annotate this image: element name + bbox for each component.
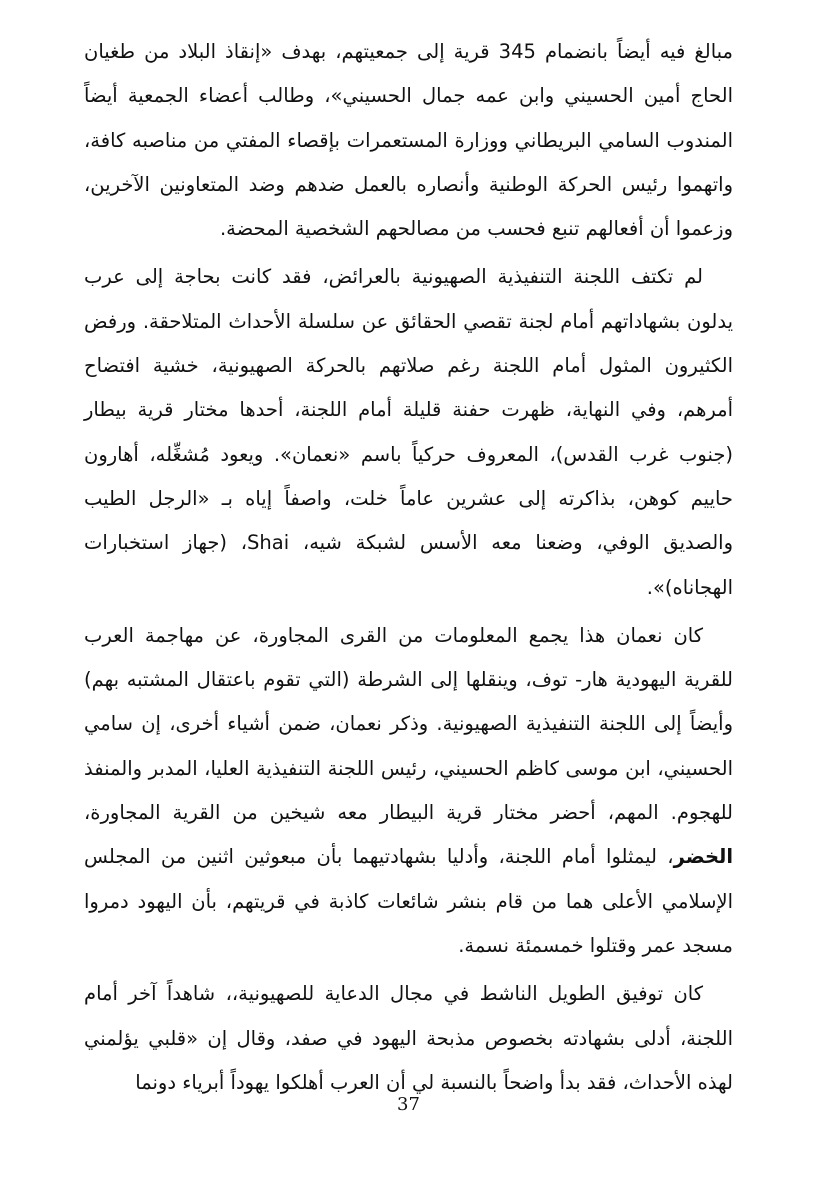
paragraph-1-text: مبالغ فيه أيضاً بانضمام 345 قرية إلى جمعيتهم، بهدف «إنقاذ البلاد من طغيان الحاج أمين الحسيني وابن عمه جمال الحسيني»، وطالب أعضاء الجمعية أيضاً المندوب السامي البريطاني ووزارة المستعمرات بإقصاء المفتي من مناصبه كافة، واتهموا رئيس الحركة الوطنية وأنصاره بالعمل ضدهم وضد المتعاونين الآخرين، وزعموا أن أفعالهم تنبع فحسب من مصالحهم الشخصية المحضة. <box>84 40 733 241</box>
shai-term: Shai <box>247 531 290 555</box>
paragraph-3-text: كان نعمان هذا يجمع المعلومات من القرى المجاورة، عن مهاجمة العرب للقرية اليهودية هار- توف، وينقلها إلى الشرطة (التي تقوم باعتقال المشتبه بهم) وأيضاً إلى اللجنة التنفيذية الصهيونية. وذكر نعمان، ضمن أشياء أخرى، إن سامي الحسيني، ابن موسى كاظم الحسيني، رئيس اللجنة التنفيذية العليا، المدبر والمنفذ للهجوم. المهم، أحضر مختار قرية البيطار معه شيخين من القرية المجاورة، <box>84 623 733 825</box>
paragraph-2 <box>84 255 733 609</box>
page-number: 37 <box>397 1094 420 1115</box>
paragraph-3-text-end: ، ليمثلوا أمام اللجنة، وأدليا بشهادتيهما بأن مبعوثين اثنين من المجلس الإسلامي الأعلى هما من قام بنشر شائعات كاذبة في قريتهم، بأن اليهود دمروا مسجد عمر وقتلوا خمسمئة نسمة. <box>84 845 733 957</box>
paragraph-1 <box>84 30 733 251</box>
paragraph-4 <box>84 972 733 1105</box>
paragraph-4-text: كان توفيق الطويل الناشط في مجال الدعاية للصهيونية،، شاهداً آخر أمام اللجنة، أدلى بشهادته بخصوص مذبحة اليهود في صفد، وقال إن «قلبي يؤلمني لهذه الأحداث، فقد بدأ واضحاً بالنسبة لي أن العرب أهلكوا يهوداً أبرياء دونما <box>84 982 733 1094</box>
village-name-bold: الخضر <box>673 845 733 869</box>
paragraph-2-text: لم تكتف اللجنة التنفيذية الصهيونية بالعرائض، فقد كانت بحاجة إلى عرب يدلون بشهاداتهم أمام لجنة تقصي الحقائق عن سلسلة الأحداث المتلاحقة. ورفض الكثيرون المثول أمام اللجنة رغم صلاتهم بالحركة الصهيونية، خشية افتضاح أمرهم، وفي النهاية، ظهرت حفنة قليلة أمام اللجنة، أحدها مختار قرية بيطار (جنوب غرب القدس)، المعروف حركياً باسم «نعمان». ويعود مُشغِّله، أهارون حاييم كوهن، بذاكرته إلى عشرين عاماً خلت، واصفاً إياه بـ «الرجل الطيب والصديق الوفي، وضعنا معه الأسس لشبكة شيه، <box>84 265 733 555</box>
paragraph-3 <box>84 614 733 968</box>
paragraph-2-text-end: ، (جهاز استخبارات الهجاناه)». <box>84 531 733 599</box>
body-text <box>84 30 733 1105</box>
